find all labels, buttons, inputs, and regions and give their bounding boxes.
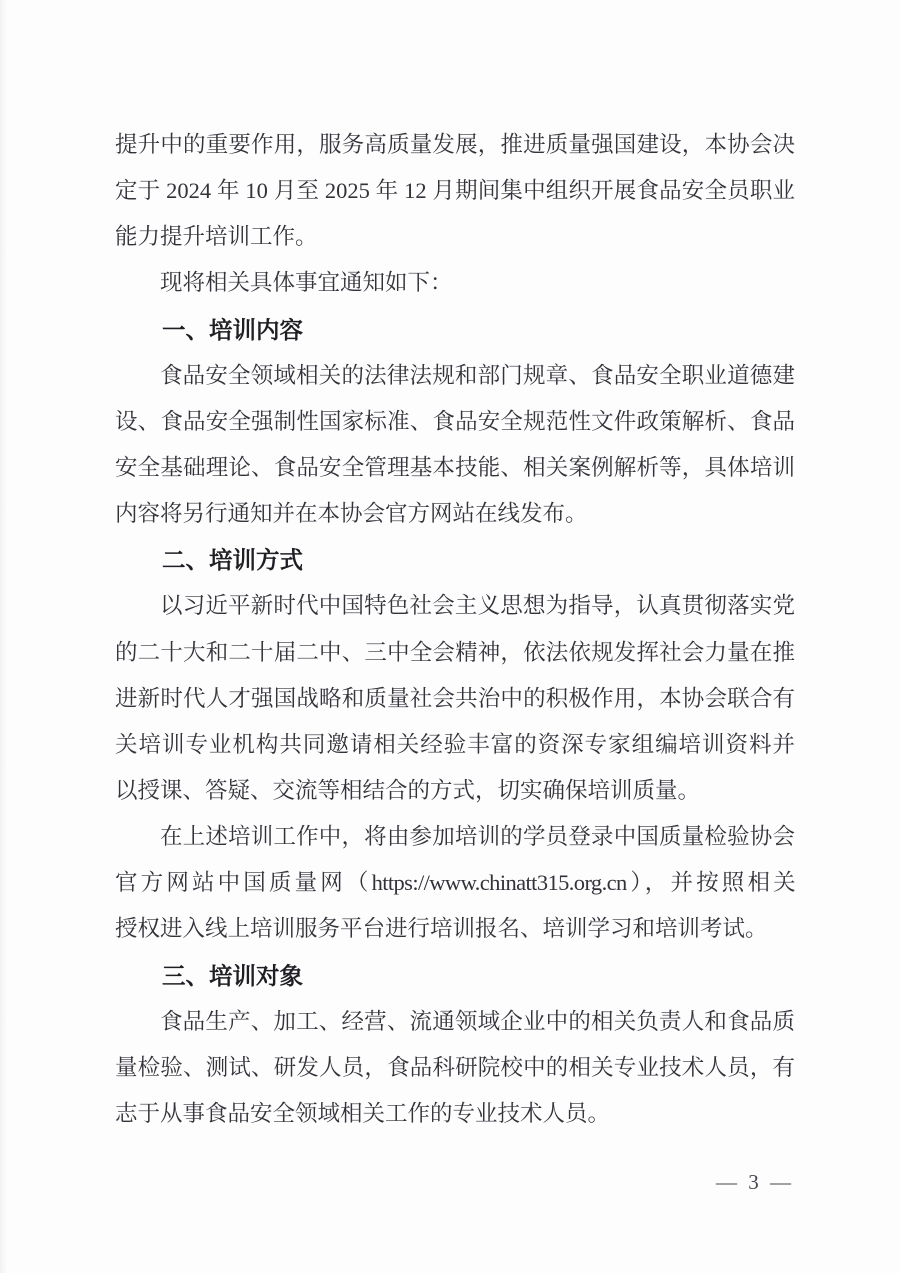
section-heading-1: [115, 307, 795, 353]
text-line: 志于从事食品安全领域相关工作的专业技术人员。: [115, 1100, 611, 1126]
paragraph: [115, 353, 795, 538]
paragraph: [115, 122, 795, 260]
section-heading-3: [115, 953, 795, 999]
section-heading: 三、培训对象: [162, 962, 303, 989]
text-line: 量检验、测试、研发人员，食品科研院校中的相关专业技术人员，有: [115, 1054, 795, 1080]
text-line: 在上述培训工作中，将由参加培训的学员登录中国质量检验协会: [160, 824, 795, 850]
text-line: 设、食品安全强制性国家标准、食品安全规范性文件政策解析、食品: [115, 408, 795, 434]
text-line: 现将相关具体事宜通知如下：: [160, 270, 453, 296]
text-line: 食品安全领域相关的法律法规和部门规章、食品安全职业道德建: [160, 362, 795, 388]
text-line: 进新时代人才强国战略和质量社会共治中的积极作用，本协会联合有: [115, 685, 795, 711]
document-body: [115, 122, 795, 1137]
text-line: 关培训专业机构共同邀请相关经验丰富的资深专家组编培训资料并: [115, 731, 795, 757]
text-line: 授权进入线上培训服务平台进行培训报名、培训学习和培训考试。: [115, 916, 768, 942]
text-line: 食品生产、加工、经营、流通领域企业中的相关负责人和食品质: [160, 1008, 795, 1034]
text-line: 的二十大和二十届二中、三中全会精神，依法依规发挥社会力量在推: [115, 639, 795, 665]
text-line: 安全基础理论、食品安全管理基本技能、相关案例解析等，具体培训: [115, 454, 795, 480]
section-heading: 二、培训方式: [162, 547, 303, 574]
section-heading-2: [115, 537, 795, 583]
paragraph: [115, 260, 795, 306]
text-line: 以习近平新时代中国特色社会主义思想为指导，认真贯彻落实党: [160, 593, 795, 619]
text-line: 内容将另行通知并在本协会官方网站在线发布。: [115, 501, 588, 527]
text-line: 以授课、答疑、交流等相结合的方式，切实确保培训质量。: [115, 777, 701, 803]
text-line: 定于 2024 年 10 月至 2025 年 12 月期间集中组织开展食品安全员职业: [115, 178, 795, 204]
page-number: — 3 —: [716, 1170, 794, 1194]
paragraph: [115, 999, 795, 1137]
text-line-with-url: 官方网站中国质量网（https://www.chinatt315.org.cn），并按照相关: [115, 870, 795, 896]
paragraph: [115, 814, 795, 952]
section-heading: 一、培训内容: [162, 316, 303, 343]
text-line: 提升中的重要作用，服务高质量发展，推进质量强国建设，本协会决: [115, 132, 795, 157]
text-line: 能力提升培训工作。: [115, 224, 318, 250]
paragraph: [115, 583, 795, 814]
